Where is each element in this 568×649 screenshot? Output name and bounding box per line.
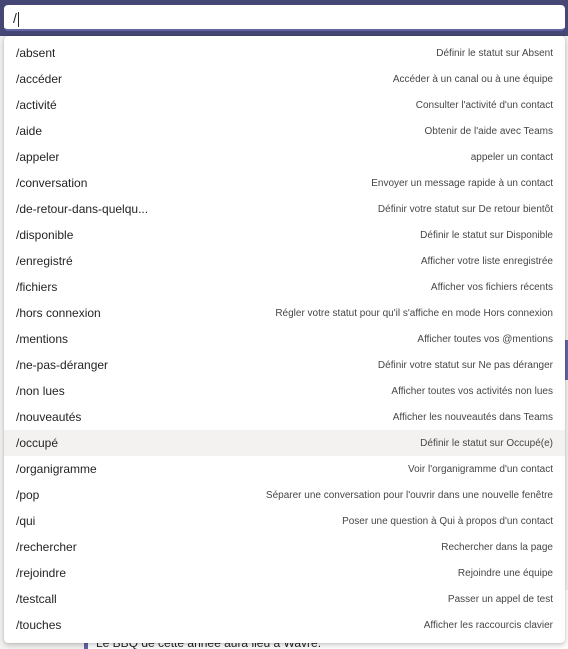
suggestion-row[interactable] bbox=[4, 248, 565, 274]
suggestion-row[interactable] bbox=[4, 300, 565, 326]
suggestion-command: /testcall bbox=[16, 592, 57, 606]
suggestion-description: Afficher les raccourcis clavier bbox=[423, 619, 553, 631]
suggestion-description: Définir le statut sur Absent bbox=[436, 47, 553, 59]
command-input-value[interactable]: / bbox=[13, 10, 17, 26]
suggestion-description: Afficher toutes vos activités non lues bbox=[391, 385, 553, 397]
suggestion-command: /de-retour-dans-quelqu... bbox=[16, 202, 149, 216]
suggestion-description: Afficher vos fichiers récents bbox=[430, 281, 553, 293]
suggestion-command: /accéder bbox=[16, 72, 63, 86]
suggestion-row[interactable] bbox=[4, 378, 565, 404]
suggestion-row[interactable] bbox=[4, 456, 565, 482]
suggestion-command: /appeler bbox=[16, 150, 60, 164]
suggestion-row[interactable] bbox=[4, 560, 565, 586]
command-input[interactable] bbox=[4, 5, 565, 31]
suggestion-command: /touches bbox=[16, 618, 62, 632]
suggestion-command: /mentions bbox=[16, 332, 69, 346]
suggestion-command: /rechercher bbox=[16, 540, 77, 554]
suggestion-row[interactable] bbox=[4, 118, 565, 144]
suggestion-description: Définir le statut sur Occupé(e) bbox=[420, 437, 553, 449]
suggestion-command: /ne-pas-déranger bbox=[16, 358, 109, 372]
suggestion-description: Envoyer un message rapide à un contact bbox=[371, 177, 553, 189]
suggestion-command: /enregistré bbox=[16, 254, 73, 268]
suggestion-command: /fichiers bbox=[16, 280, 58, 294]
suggestion-description: Obtenir de l'aide avec Teams bbox=[424, 125, 553, 137]
suggestion-row[interactable] bbox=[4, 222, 565, 248]
suggestion-row[interactable] bbox=[4, 482, 565, 508]
suggestion-description: appeler un contact bbox=[470, 151, 553, 163]
suggestion-description: Définir votre statut sur Ne pas déranger bbox=[377, 359, 553, 371]
suggestion-row[interactable] bbox=[4, 508, 565, 534]
suggestion-description: Passer un appel de test bbox=[447, 593, 553, 605]
suggestion-description: Accéder à un canal ou à une équipe bbox=[392, 73, 553, 85]
suggestion-description: Rechercher dans la page bbox=[441, 541, 553, 553]
suggestion-command: /aide bbox=[16, 124, 43, 138]
suggestion-command: /pop bbox=[16, 488, 40, 502]
suggestion-row[interactable] bbox=[4, 612, 565, 638]
suggestion-row[interactable] bbox=[4, 196, 565, 222]
suggestion-command: /rejoindre bbox=[16, 566, 67, 580]
suggestion-row[interactable] bbox=[4, 404, 565, 430]
suggestion-description: Poser une question à Qui à propos d'un contact bbox=[342, 515, 553, 527]
suggestion-command: /disponible bbox=[16, 228, 74, 242]
suggestion-row[interactable] bbox=[4, 170, 565, 196]
suggestion-row[interactable] bbox=[4, 352, 565, 378]
suggestion-command: /activité bbox=[16, 98, 57, 112]
suggestion-row[interactable] bbox=[4, 40, 565, 66]
suggestion-command: /organigramme bbox=[16, 462, 97, 476]
suggestion-description: Séparer une conversation pour l'ouvrir dans une nouvelle fenêtre bbox=[265, 489, 553, 501]
suggestion-command: /nouveautés bbox=[16, 410, 82, 424]
suggestion-description: Afficher les nouveautés dans Teams bbox=[392, 411, 553, 423]
suggestion-row[interactable] bbox=[4, 144, 565, 170]
suggestion-command: /absent bbox=[16, 46, 56, 60]
suggestion-command: /occupé bbox=[16, 436, 59, 450]
suggestion-row[interactable] bbox=[4, 92, 565, 118]
suggestion-description: Définir votre statut sur De retour bientôt bbox=[377, 203, 553, 215]
text-caret bbox=[18, 12, 19, 27]
suggestion-command: /hors connexion bbox=[16, 306, 101, 320]
suggestion-description: Voir l'organigramme d'un contact bbox=[407, 463, 553, 475]
suggestion-row[interactable] bbox=[4, 534, 565, 560]
suggestion-description: Consulter l'activité d'un contact bbox=[415, 99, 553, 111]
suggestion-row-highlighted[interactable] bbox=[4, 430, 565, 456]
suggestion-command: /conversation bbox=[16, 176, 88, 190]
command-suggestions-list bbox=[4, 36, 565, 643]
suggestion-description: Afficher toutes vos @mentions bbox=[417, 333, 553, 345]
suggestion-row[interactable] bbox=[4, 326, 565, 352]
suggestion-command: /qui bbox=[16, 514, 36, 528]
suggestion-row[interactable] bbox=[4, 586, 565, 612]
suggestion-description: Définir le statut sur Disponible bbox=[420, 229, 553, 241]
suggestion-command: /non lues bbox=[16, 384, 65, 398]
suggestion-row[interactable] bbox=[4, 274, 565, 300]
suggestion-description: Rejoindre une équipe bbox=[457, 567, 553, 579]
suggestion-description: Afficher votre liste enregistrée bbox=[420, 255, 553, 267]
suggestion-description: Régler votre statut pour qu'il s'affiche en mode Hors connexion bbox=[275, 307, 553, 319]
suggestion-row[interactable] bbox=[4, 66, 565, 92]
